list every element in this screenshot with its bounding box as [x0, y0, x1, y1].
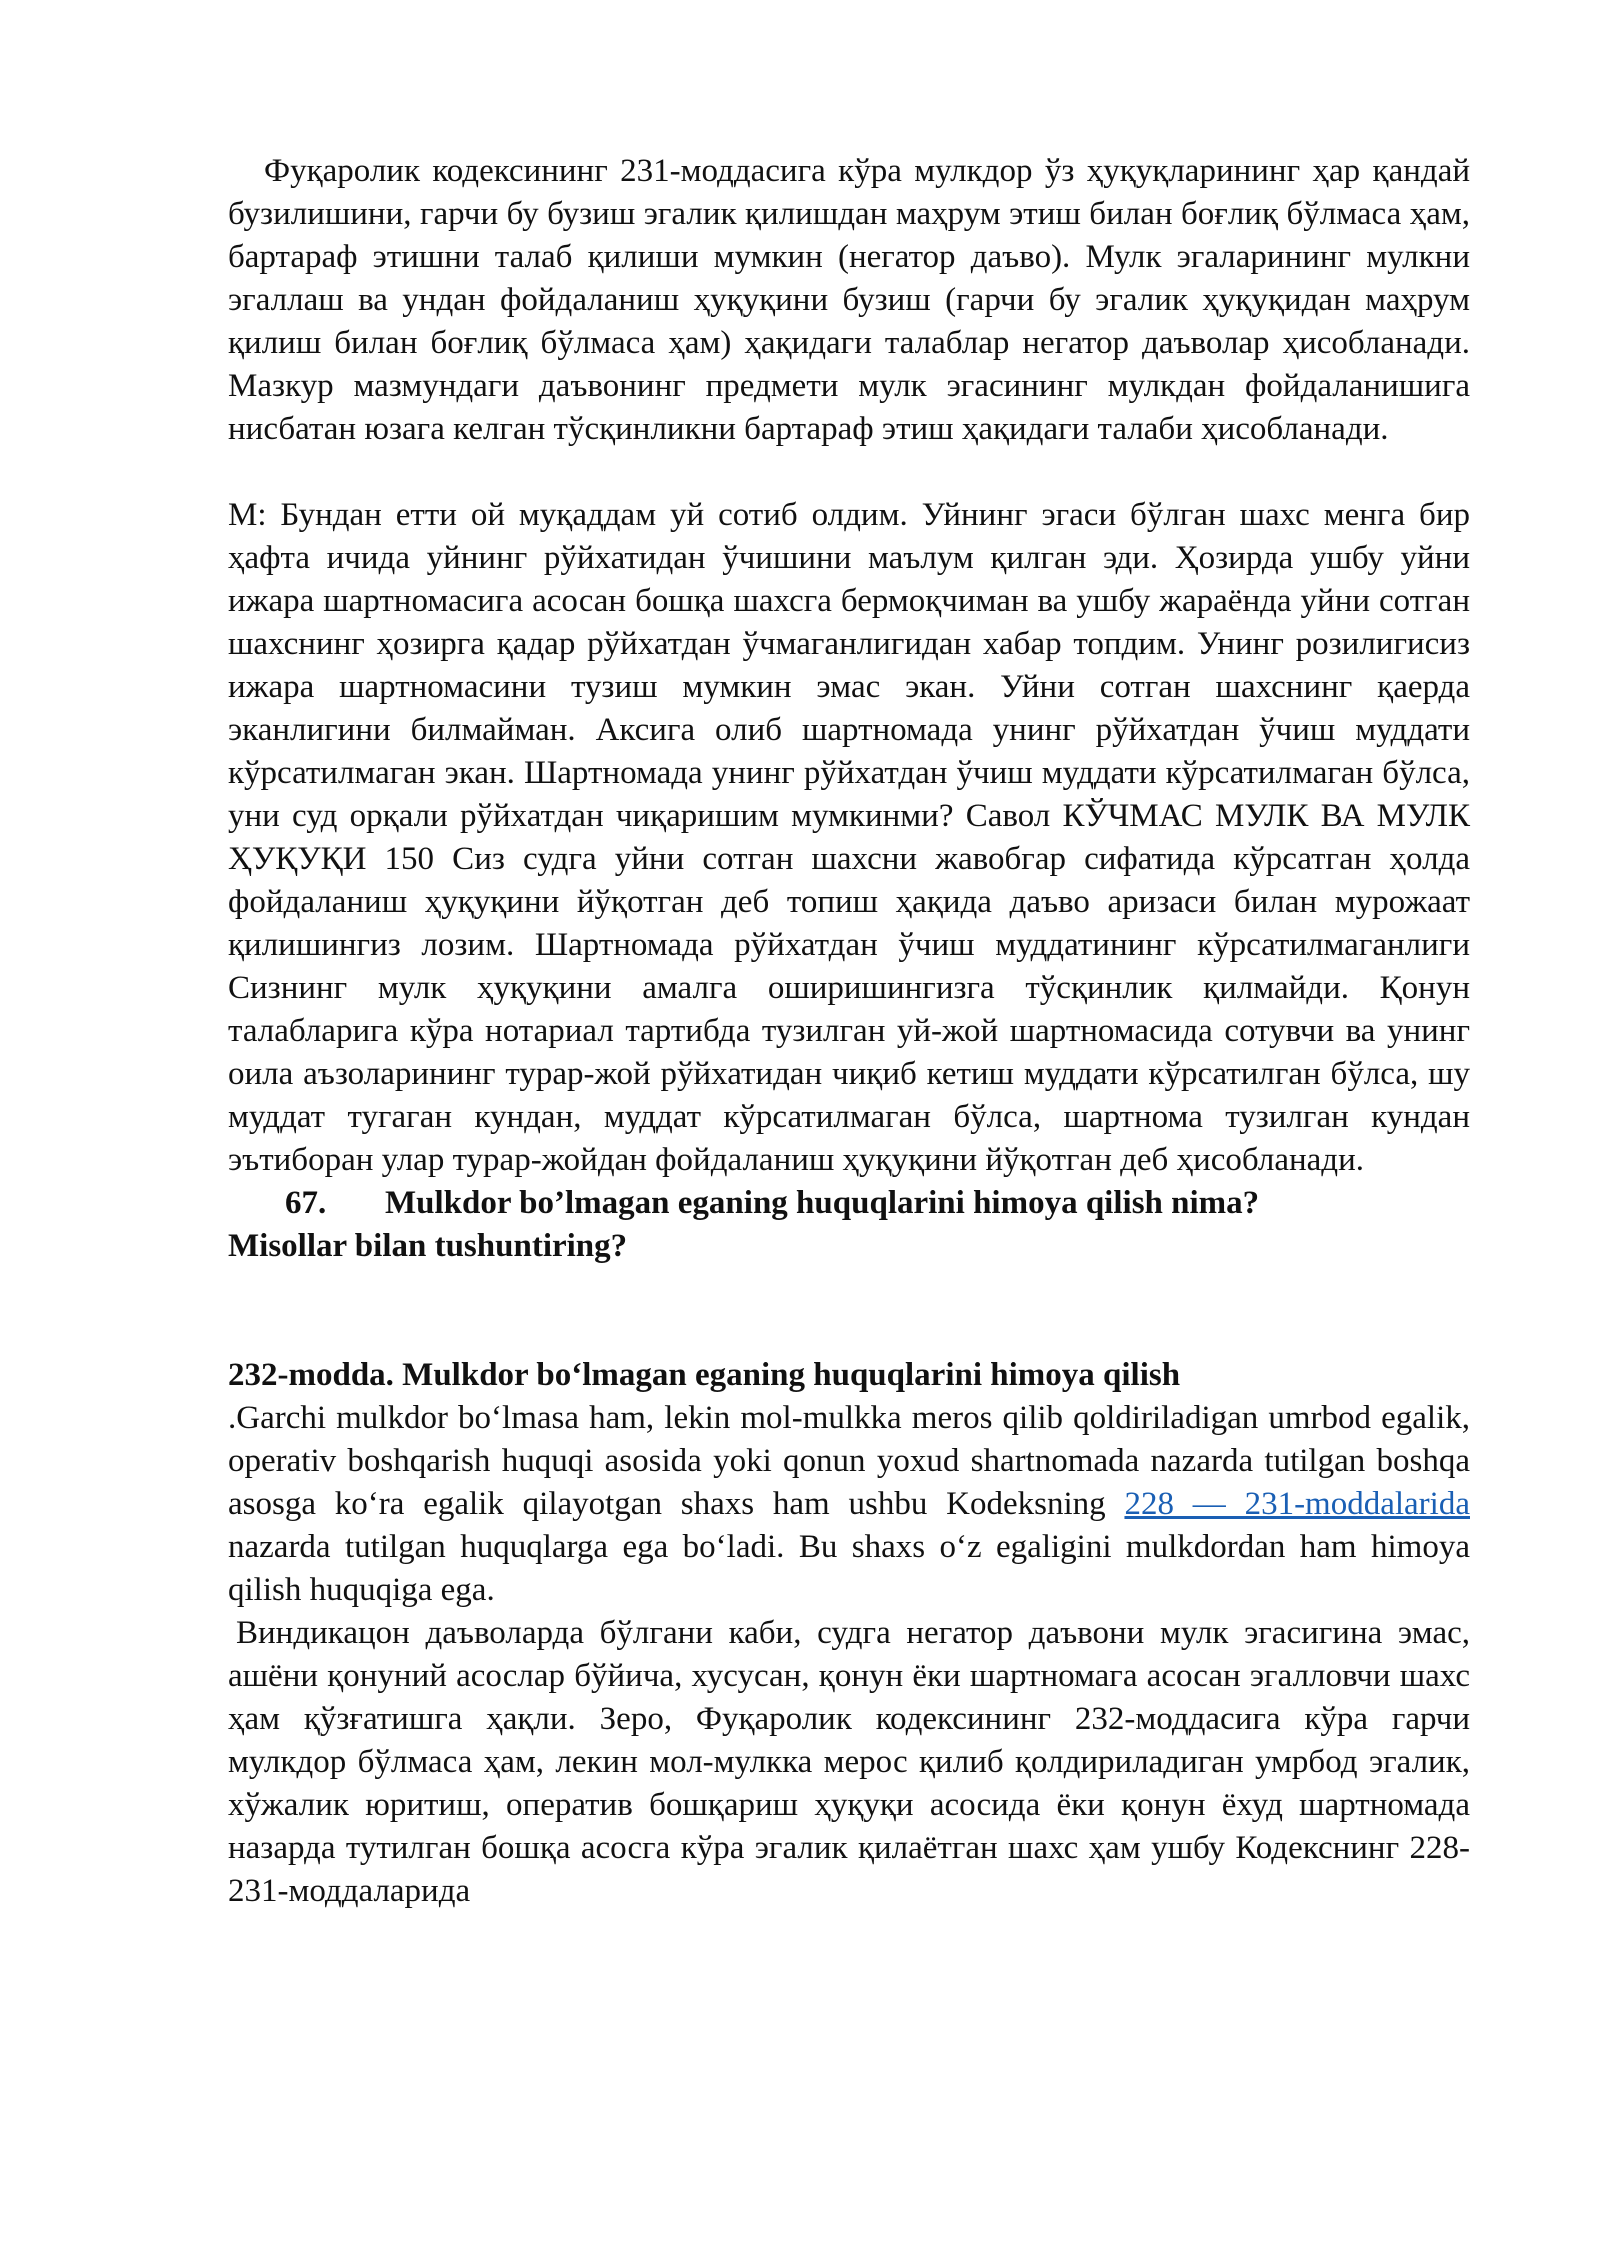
- paragraph-example-question-answer: М: Бундан етти ой муқаддам уй сотиб олдим. Уйнинг эгаси бўлган шахс менга бир ҳафта ичида уйнинг рўйхатидан ўчишини маълум қилган эди. Ҳозирда ушбу уйни ижара шартномасига асосан бошқа шахсга бермоқчиман ва ушбу жараёнда уйни сотган шахснинг ҳозирга қадар рўйхатдан ўчмаганлигидан хабар топдим. Унинг розилигисиз ижара шартномасини тузиш мумкин эмас экан. Уйни сотган шахснинг қаерда эканлигини билмайман. Аксига олиб шартномада унинг рўйхатдан ўчиш муддати кўрсатилмаган экан. Шартномада унинг рўйхатдан ўчиш муддати кўрсатилмаган бўлса, уни суд орқали рўйхатдан чиқаришим мумкинми? Савол КЎЧМАС МУЛК ВА МУЛК ҲУҚУҚИ 150 Сиз судга уйни сотган шахсни жавобгар сифатида кўрсатган ҳолда фойдаланиш ҳуқуқини йўқотган деб топиш ҳақида даъво аризаси билан мурожаат қилишингиз лозим. Шартномада рўйхатдан ўчиш муддатининг кўрсатилмаганлиги Сизнинг мулк ҳуқуқини амалга оширишингизга тўсқинлик қилмайди. Қонун талабларига кўра нотариал тартибда тузилган уй-жой шартномасида сотувчи ва унинг оила аъзоларининг турар-жой рўйхатидан чиқиб кетиш муддати кўрсатилган бўлса, шу муддат тугаган кундан, муддат кўрсатилмаган бўлса, шартнома тузилган кундан эътиборан улар турар-жойдан фойдаланиш ҳуқуқини йўқотган деб ҳисобланади.: [228, 497, 1470, 1178]
- question-text: Mulkdor bo’lmagan eganing huquqlarini himoya qilish nima?: [385, 1185, 1260, 1221]
- question-line-1: [228, 1182, 1470, 1225]
- article-text-start: .Garchi mulkdor boʻlmasa ham, lekin mol-mulkka meros qilib qoldiriladigan umrbod egalik, operativ boshqarish huquqi asosida yoki qonun yoxud shartnomada nazarda tutilgan boshqa asosga koʻra egalik qilayotgan shaxs ham ushbu Kodeksning: [228, 1400, 1470, 1522]
- question-block: [228, 1182, 1470, 1268]
- spacer: [228, 451, 1470, 494]
- spacer: [228, 1268, 1470, 1354]
- article-heading: 232-modda. Mulkdor boʻlmagan eganing huquqlarini himoya qilish: [228, 1357, 1181, 1393]
- question-line-2: Misollar bilan tushuntiring?: [228, 1228, 628, 1264]
- paragraph-vindication: Виндикацон даъволарда бўлгани каби, судга негатор даъвони мулк эгасигина эмас, ашёни қонуний асослар бўйича, хусусан, қонун ёки шартномага асосан эгалловчи шахс ҳам қўзғатишга ҳақли. Зеро, Фуқаролик кодексининг 232-моддасига кўра гарчи мулкдор бўлмаса ҳам, лекин мол-мулкка мерос қилиб қолдириладиган умрбод эгалик, хўжалик юритиш, оператив бошқариш ҳуқуқи асосида ёки қонун ёхуд шартномада назарда тутилган бошқа асосга кўра эгалик қилаётган шахс ҳам ушбу Кодекснинг 228-231-моддаларида: [228, 1615, 1470, 1909]
- paragraph-negator-claim: Фуқаролик кодексининг 231-моддасига кўра мулкдор ўз ҳуқуқларининг ҳар қандай бузилишини, гарчи бу бузиш эгалик қилишдан маҳрум этиш билан боғлиқ бўлмаса ҳам, бартараф этишни талаб қилиши мумкин (негатор даъво). Мулк эгаларининг мулкни эгаллаш ва ундан фойдаланиш ҳуқуқини бузиш (гарчи бу эгалик ҳуқуқидан маҳрум қилиш билан боғлиқ бўлмаса ҳам) ҳақидаги талаблар негатор даъволар ҳисобланади. Мазкур мазмундаги даъвонинг предмети мулк эгасининг мулкдан фойдаланишига нисбатан юзага келган тўсқинликни бартараф этиш ҳақидаги талаби ҳисобланади.: [228, 153, 1470, 447]
- question-number: 67.: [285, 1185, 327, 1221]
- document-page: [228, 150, 1470, 1913]
- articles-link[interactable]: 228 — 231-moddalarida: [1124, 1486, 1470, 1522]
- paragraph-article-text: [228, 1397, 1470, 1612]
- article-text-end: nazarda tutilgan huquqlarga ega boʻladi. Bu shaxs oʻz egaligini mulkdordan ham himoya qilish huquqiga ega.: [228, 1529, 1470, 1608]
